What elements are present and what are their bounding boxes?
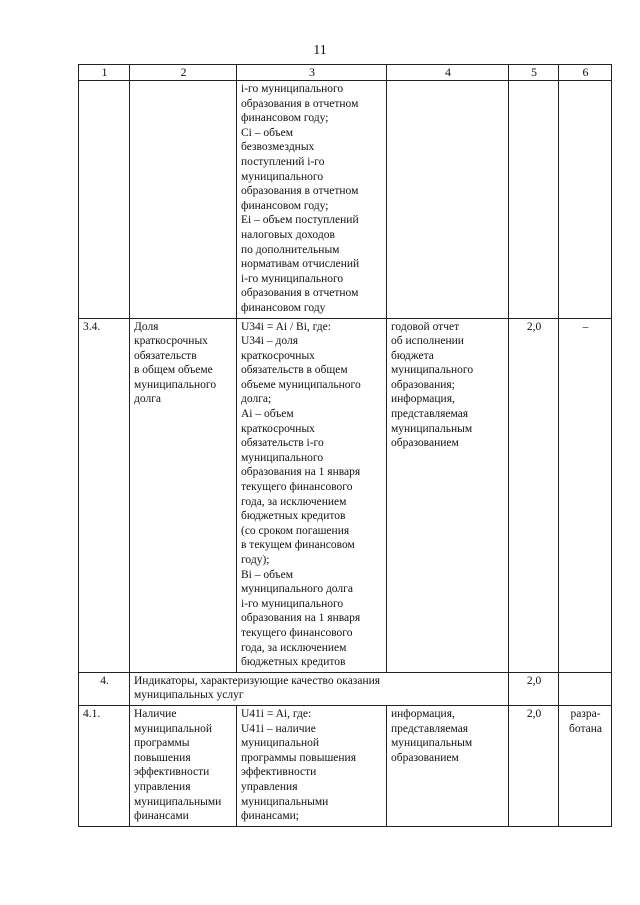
- indicator-name: [130, 318, 237, 672]
- header-cell: 3: [237, 65, 387, 81]
- text-line: об исполнении: [391, 335, 464, 348]
- text-line: краткосрочных: [241, 349, 315, 362]
- text-line: бюджетных кредитов: [241, 510, 346, 523]
- text-line: управления: [241, 780, 298, 793]
- text-line: года, за исключением: [241, 495, 347, 508]
- text-line: налоговых доходов: [241, 228, 335, 241]
- text-line: информация,: [391, 393, 455, 406]
- text-line: финансовом году;: [241, 199, 329, 212]
- text-line: U41i = Ai, где:: [241, 707, 312, 720]
- note-cell: –: [559, 318, 612, 672]
- text-line: нормативам отчислений: [241, 258, 360, 271]
- text-line: финансовом году: [241, 301, 326, 314]
- row-num: [79, 81, 130, 319]
- text-line: программы: [134, 737, 190, 750]
- text-line: Ei – объем поступлений: [241, 214, 359, 227]
- text-line: текущего финансового: [241, 481, 353, 494]
- source-cell: [387, 81, 509, 319]
- text-line: представляемая: [391, 722, 469, 735]
- row-num: 4.: [79, 672, 130, 705]
- text-line: (со сроком погашения: [241, 524, 350, 537]
- header-row: [79, 65, 612, 81]
- formula-cell: [237, 81, 387, 319]
- text-line: финансами;: [241, 810, 299, 823]
- text-line: финансовом году;: [241, 112, 329, 125]
- text-line: долга;: [241, 393, 272, 406]
- text-line: безвозмездных: [241, 141, 315, 154]
- text-line: обязательств i-го: [241, 437, 324, 450]
- text-line: муниципальных услуг: [134, 689, 244, 702]
- text-line: U34i = Ai / Bi, где:: [241, 320, 331, 333]
- indicator-name: [130, 705, 237, 826]
- text-line: бюджета: [391, 349, 434, 362]
- formula-cell: [237, 705, 387, 826]
- text-line: образованием: [391, 437, 459, 450]
- text-line: Индикаторы, характеризующие качество оказания: [134, 674, 381, 687]
- weight-cell: 2,0: [509, 318, 559, 672]
- text-line: текущего финансового: [241, 626, 353, 639]
- text-line: образования в отчетном: [241, 185, 359, 198]
- text-line: Ai – объем: [241, 408, 294, 421]
- text-line: информация,: [391, 707, 455, 720]
- text-line: в текущем финансовом: [241, 539, 355, 552]
- text-line: обязательств: [134, 349, 197, 362]
- text-line: краткосрочных: [241, 422, 315, 435]
- text-line: муниципального: [241, 451, 324, 464]
- text-line: Доля: [134, 320, 159, 333]
- section-title: [130, 672, 509, 705]
- text-line: i-го муниципального: [241, 272, 344, 285]
- text-line: образования на 1 января: [241, 612, 361, 625]
- source-cell: [387, 318, 509, 672]
- text-line: краткосрочных: [134, 335, 208, 348]
- text-line: представляемая: [391, 408, 469, 421]
- text-line: повышения: [134, 751, 191, 764]
- text-line: муниципальным: [391, 422, 473, 435]
- text-line: муниципального: [134, 378, 217, 391]
- row-num: 3.4.: [79, 318, 130, 672]
- text-line: муниципальной: [134, 722, 213, 735]
- text-line: муниципальным: [391, 737, 473, 750]
- text-line: эффективности: [134, 766, 210, 779]
- text-line: года, за исключением: [241, 641, 347, 654]
- text-line: объеме муниципального: [241, 378, 361, 391]
- text-line: образования;: [391, 378, 455, 391]
- text-line: году);: [241, 554, 270, 566]
- header-cell: 6: [559, 65, 612, 81]
- text-line: финансами: [134, 810, 189, 823]
- text-line: муниципальными: [241, 795, 329, 808]
- text-line: i-го муниципального: [241, 597, 344, 610]
- text-line: образования в отчетном: [241, 287, 359, 300]
- text-line: Ci – объем: [241, 126, 294, 139]
- table-row: [79, 81, 612, 319]
- text-line: U34i – доля: [241, 335, 298, 348]
- text-line: Bi – объем: [241, 568, 294, 581]
- table-row: [79, 318, 612, 672]
- text-line: в общем объеме: [134, 364, 213, 377]
- text-line: образования в отчетном: [241, 97, 359, 110]
- text-line: эффективности: [241, 766, 317, 779]
- formula-cell: [237, 318, 387, 672]
- note-cell: [559, 672, 612, 705]
- text-line: U41i – наличие: [241, 722, 316, 735]
- text-line: Наличие: [134, 707, 177, 720]
- text-line: по дополнительным: [241, 243, 340, 256]
- text-line: управления: [134, 780, 191, 793]
- text-line: муниципального: [391, 364, 474, 377]
- source-cell: [387, 705, 509, 826]
- text-line: ботана: [569, 722, 602, 735]
- text-line: разра-: [570, 707, 601, 720]
- row-num: 4.1.: [79, 705, 130, 826]
- text-line: муниципальными: [134, 795, 222, 808]
- weight-cell: 2,0: [509, 672, 559, 705]
- text-line: образованием: [391, 751, 459, 764]
- text-line: муниципального: [241, 170, 324, 183]
- table-row: [79, 705, 612, 826]
- text-line: муниципального долга: [241, 583, 353, 596]
- text-line: годовой отчет: [391, 320, 460, 333]
- text-line: бюджетных кредитов: [241, 656, 346, 669]
- weight-cell: [509, 81, 559, 319]
- note-cell: [559, 705, 612, 826]
- indicators-table: [78, 64, 612, 827]
- text-line: i-го муниципального: [241, 83, 344, 95]
- header-cell: 4: [387, 65, 509, 81]
- text-line: программы повышения: [241, 751, 356, 764]
- text-line: долга: [134, 393, 162, 406]
- indicator-name: [130, 81, 237, 319]
- header-cell: 2: [130, 65, 237, 81]
- weight-cell: 2,0: [509, 705, 559, 826]
- text-line: обязательств в общем: [241, 364, 348, 377]
- page-number: 11: [313, 43, 327, 58]
- text-line: образования на 1 января: [241, 466, 361, 479]
- table-row: [79, 672, 612, 705]
- header-cell: 5: [509, 65, 559, 81]
- header-cell: 1: [79, 65, 130, 81]
- text-line: поступлений i-го: [241, 155, 325, 168]
- text-line: муниципальной: [241, 737, 320, 750]
- note-cell: [559, 81, 612, 319]
